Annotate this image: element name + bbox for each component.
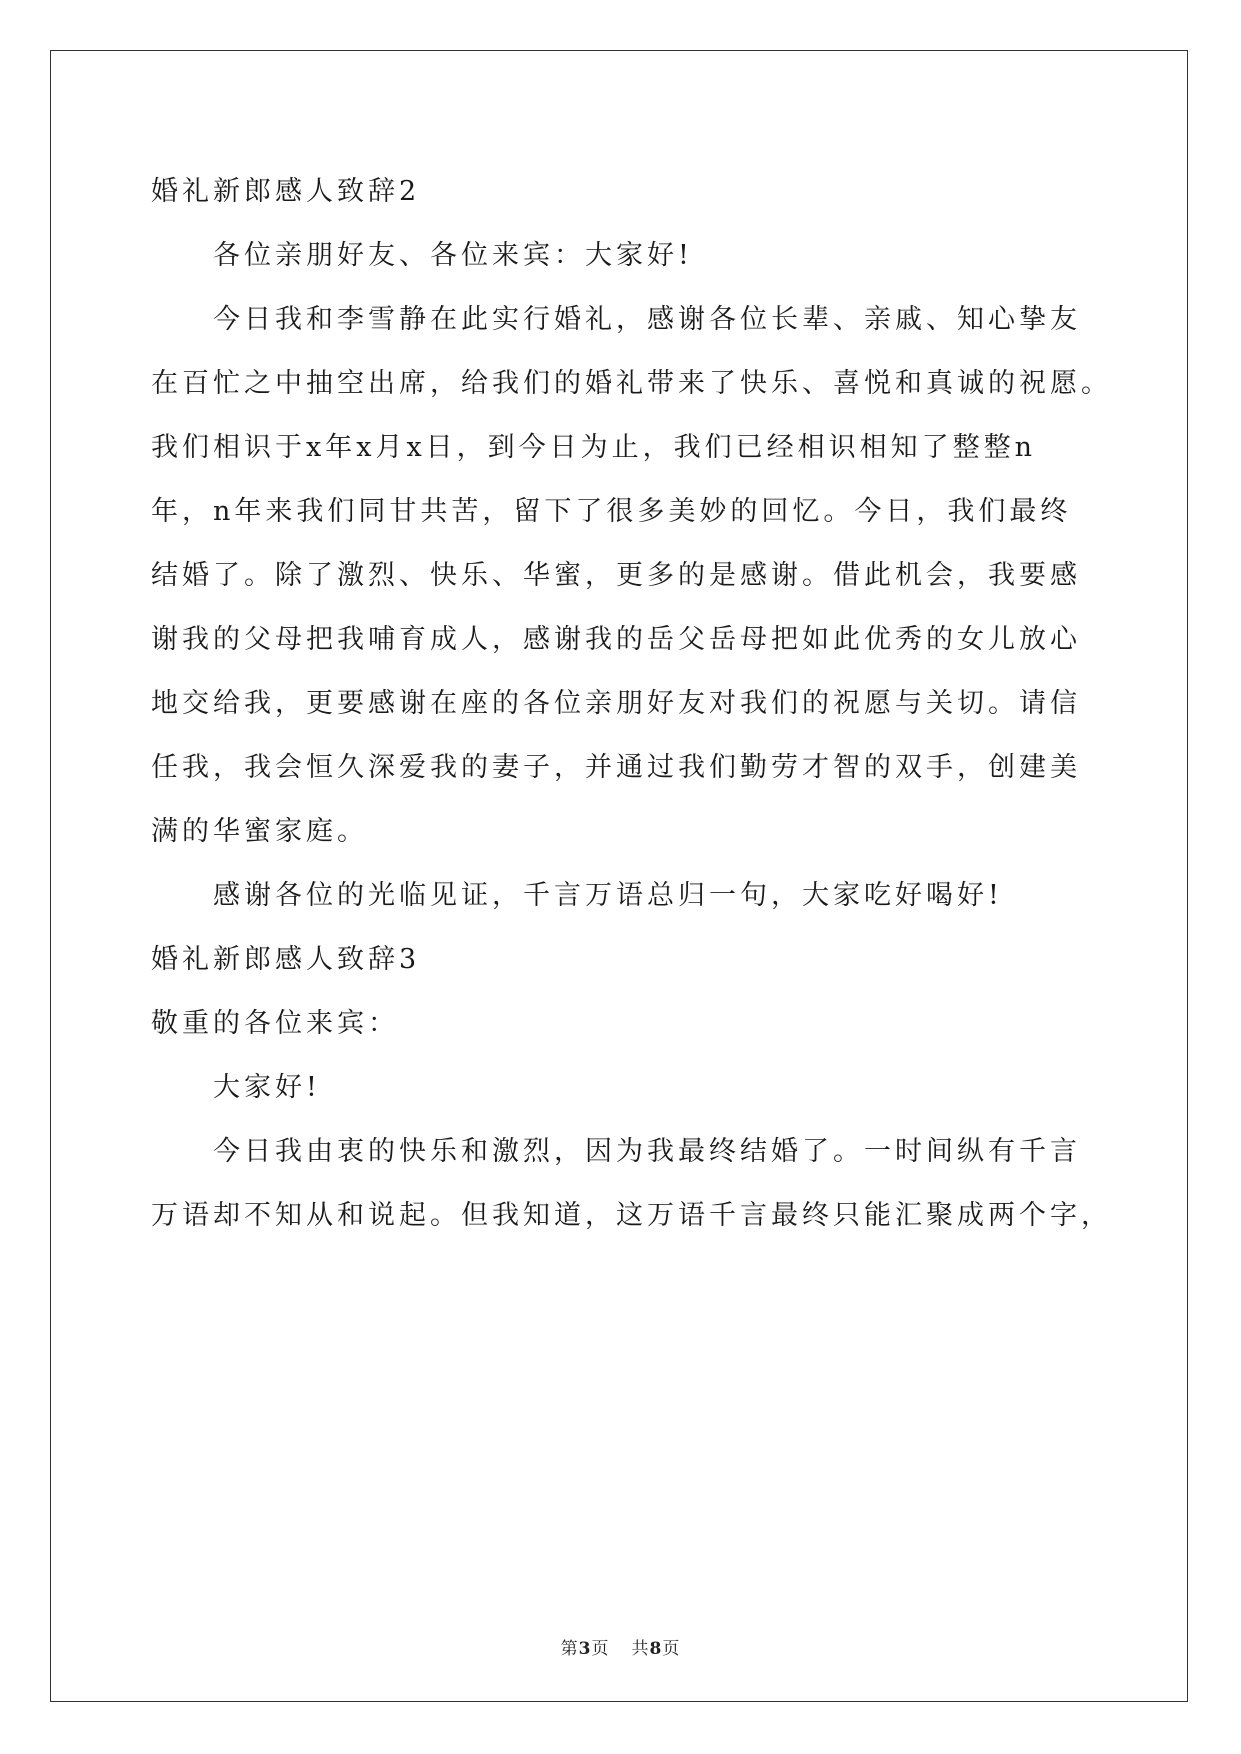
page-number: 3: [578, 1639, 592, 1659]
total-suffix: 页: [662, 1639, 681, 1659]
text-line: 地交给我，更要感谢在座的各位亲朋好友对我们的祝愿与关切。请信: [151, 688, 1081, 719]
greeting-line: 各位亲朋好友、各位来宾：大家好!: [213, 240, 693, 271]
text-line: 谢我的父母把我哺育成人，感谢我的岳父岳母把如此优秀的女儿放心: [151, 624, 1081, 655]
text-line: 万语却不知从和说起。但我知道，这万语千言最终只能汇聚成两个字，: [151, 1200, 1112, 1231]
text-line: 任我，我会恒久深爱我的妻子，并通过我们勤劳才智的双手，创建美: [151, 752, 1081, 783]
text-line: 今日我和李雪静在此实行婚礼，感谢各位长辈、亲戚、知心挚友: [213, 304, 1081, 335]
document-body: [151, 160, 1112, 1248]
page-suffix: 页: [591, 1639, 610, 1659]
total-prefix: 共: [631, 1639, 650, 1659]
section-title: 婚礼新郎感人致辞3: [151, 944, 421, 975]
greeting-line: 大家好!: [213, 1072, 321, 1103]
section-title: 婚礼新郎感人致辞2: [151, 176, 421, 207]
text-line: 我们相识于x年x月x日，到今日为止，我们已经相识相知了整整n: [151, 432, 1037, 463]
text-line: 结婚了。除了激烈、快乐、华蜜，更多的是感谢。借此机会，我要感: [151, 560, 1081, 591]
text-line: 在百忙之中抽空出席，给我们的婚礼带来了快乐、喜悦和真诚的祝愿。: [151, 368, 1112, 399]
salutation-line: 敬重的各位来宾：: [151, 1008, 399, 1039]
text-line: 感谢各位的光临见证，千言万语总归一句，大家吃好喝好!: [213, 880, 1003, 911]
total-pages: 8: [649, 1639, 663, 1659]
page-footer: [0, 1634, 1241, 1659]
text-line: 满的华蜜家庭。: [151, 816, 368, 847]
page-prefix: 第: [560, 1639, 579, 1659]
text-line: 年，n年来我们同甘共苦，留下了很多美妙的回忆。今日，我们最终: [151, 496, 1072, 527]
text-line: 今日我由衷的快乐和激烈，因为我最终结婚了。一时间纵有千言: [213, 1136, 1081, 1167]
